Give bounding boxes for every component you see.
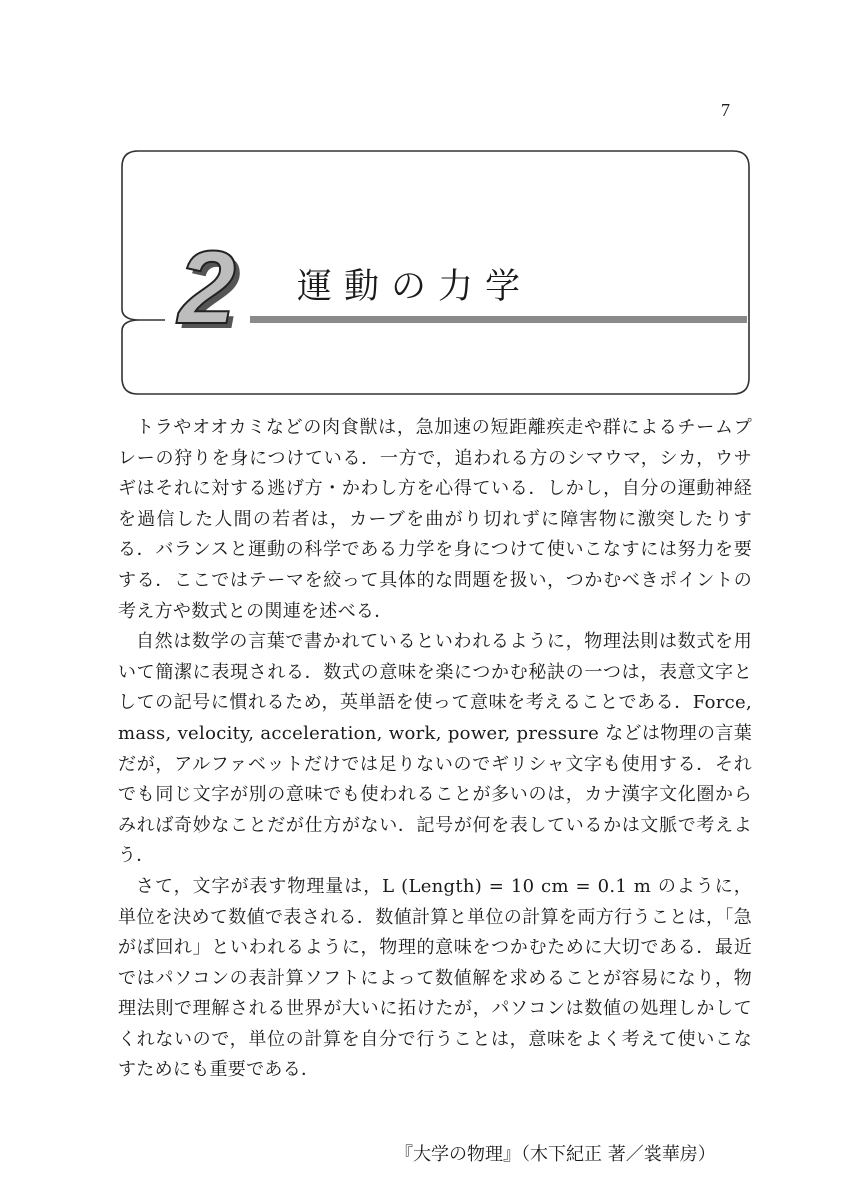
paragraph: さて，文字が表す物理量は，L (Length) = 10 cm = 0.1 m のように，単位を決めて数値で表される．数値計算と単位の計算を両方行うことは，「急がば回れ」といわれるように，物理的意味をつかむために大切である．最近ではパソコンの表計算ソフトによって数値解を求めることが容易になり，物理法則で理解される世界が大いに拓けたが，パソコンは数値の処理しかしてくれないので，単位の計算を自分で行うことは，意味をよく考えて使いこなすためにも重要である． bbox=[118, 875, 752, 1081]
chapter-number: 2 bbox=[178, 230, 236, 346]
paragraph: 自然は数学の言葉で書かれているといわれるように，物理法則は数式を用いて簡潔に表現される．数式の意味を楽につかむ秘訣の一つは，表意文字としての記号に慣れるため，英単語を使って意味を考えることである．Force, mass, velocity, acceleration, work, power, pressure などは物理の言葉だが，アルファベットだけでは足りないのでギリシャ文字も使用する．それでも同じ文字が別の意味でも使われることが多いのは，カナ漢字文化圏からみれば奇妙なことだが仕方がない．記号が何を表しているかは文脈で考えよう． bbox=[118, 631, 752, 867]
page-number: 7 bbox=[721, 100, 730, 120]
chapter-title-underline bbox=[250, 316, 747, 323]
chapter-heading-frame bbox=[0, 0, 844, 400]
body-text bbox=[118, 413, 752, 1086]
source-citation: 『大学の物理』（木下紀正 著／裳華房） bbox=[395, 1144, 716, 1165]
chapter-title: 運動の力学 bbox=[297, 267, 533, 307]
paragraph: トラやオオカミなどの肉食獣は，急加速の短距離疾走や群によるチームプレーの狩りを身につけている．一方で，追われる方のシマウマ，シカ，ウサギはそれに対する逃げ方・かわし方を心得ている．しかし，自分の運動神経を過信した人間の若者は，カーブを曲がり切れずに障害物に激突したりする．バランスと運動の科学である力学を身につけて使いこなすには努力を要する．ここではテーマを絞って具体的な問題を扱い，つかむべきポイントの考え方や数式との関連を述べる． bbox=[118, 417, 752, 622]
